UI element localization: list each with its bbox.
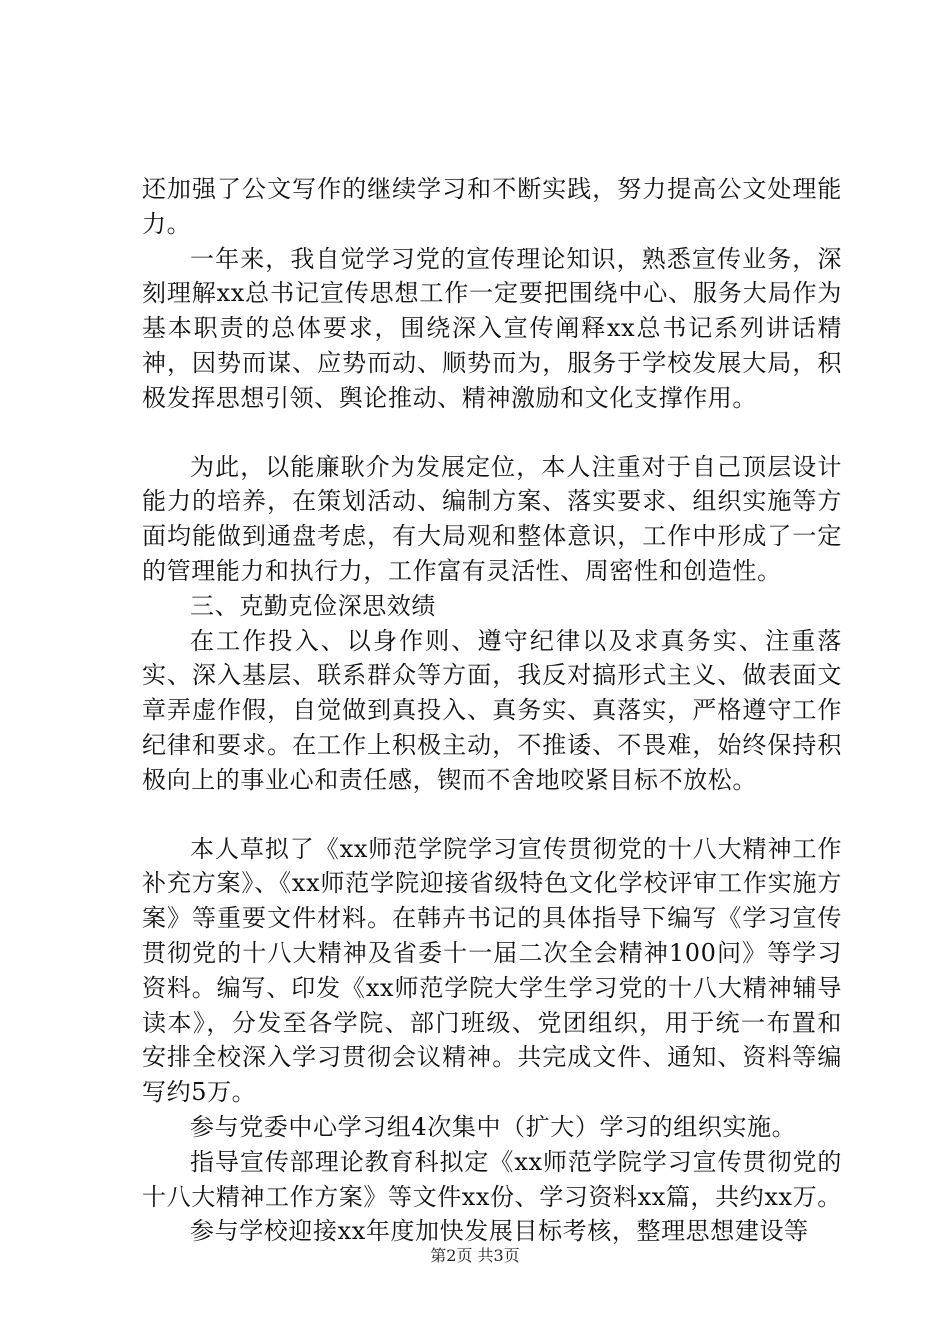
paragraph-propaganda-theory: 一年来，我自觉学习党的宣传理论知识，熟悉宣传业务，深刻理解xx总书记宣传思想工作一定要把围绕中心、服务大局作为基本职责的总体要求，围绕深入宣传阐释xx总书记系列讲话精神，因势而谋、应势而动、顺势而为，服务于学校发展大局，积极发挥思想引领、舆论推动、精神激励和文化支撑作用。 — [142, 244, 842, 412]
paragraph-central-study-group: 参与党委中心学习组4次集中（扩大）学习的组织实施。 — [190, 1112, 797, 1141]
paragraph-design-ability: 为此，以能廉耿介为发展定位，本人注重对于自己顶层设计能力的培养，在策划活动、编制方案、落实要求、组织实施等方面均能做到通盘考虑，有大局观和整体意识，工作中形成了一定的管理能力和执行力，工作富有灵活性、周密性和创造性。 — [142, 452, 842, 585]
paragraph-work-discipline: 在工作投入、以身作则、遵守纪律以及求真务实、注重落实、深入基层、联系群众等方面，我反对搞形式主义、做表面文章弄虚作假，自觉做到真投入、真务实、真落实，严格遵守工作纪律和要求。在工作上积极主动，不推诿、不畏难，始终保持积极向上的事业心和责任感，锲而不舍地咬紧目标不放松。 — [142, 626, 842, 794]
page-number-footer: 第2页 共3页 — [430, 1246, 520, 1265]
document-body — [142, 172, 842, 1249]
paragraph-assessment: 参与学校迎接xx年度加快发展目标考核，整理思想建设等 — [190, 1217, 809, 1246]
section-heading-three: 三、克勤克俭深思效绩 — [190, 591, 436, 620]
paragraph-continuation: 还加强了公文写作的继续学习和不断实践，努力提高公文处理能力。 — [142, 175, 842, 238]
paragraph-guided-theory-section: 指导宣传部理论教育科拟定《xx师范学院学习宣传贯彻党的十八大精神工作方案》等文件xx份、学习资料xx篇，共约xx万。 — [142, 1147, 842, 1211]
paragraph-drafted-documents: 本人草拟了《xx师范学院学习宣传贯彻党的十八大精神工作补充方案》、《xx师范学院迎接省级特色文化学校评审工作实施方案》等重要文件材料。在韩卉书记的具体指导下编写《学习宣传贯彻党的十八大精神及省委十一届二次全会精神100问》等学习资料。编写、印发《xx师范学院大学生学习党的十八大精神辅导读本》，分发至各学院、部门班级、党团组织，用于统一布置和安排全校深入学习贯彻会议精神。共完成文件、通知、资料等编写约5万。 — [142, 834, 842, 1107]
